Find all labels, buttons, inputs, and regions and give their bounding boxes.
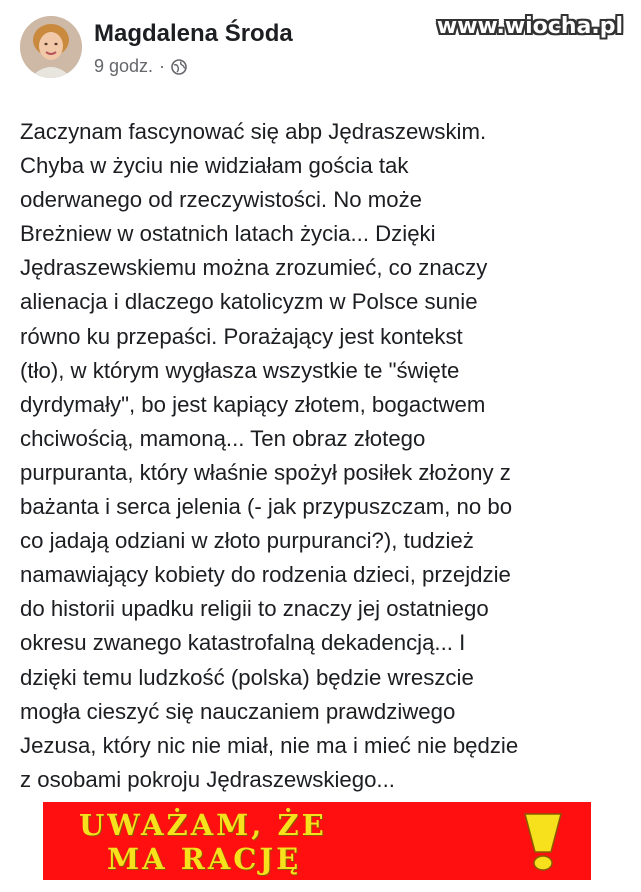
meta-separator: ·: [159, 56, 166, 76]
post-body-line: okresu zwanego katastrofalną dekadencją... I: [20, 630, 466, 656]
post-body-line: Jezusa, który nic nie miał, nie ma i mieć nie będzie: [20, 732, 519, 758]
banner-line-2: MA RACJĘ: [107, 842, 302, 876]
post-meta: [94, 56, 187, 77]
post-body-line: namawiający kobiety do rodzenia dzieci, przejdzie: [20, 562, 511, 588]
post-body-line: dzięki temu ludzkość (polska) będzie wreszcie: [20, 664, 474, 690]
post-body-line: bażanta i serca jelenia (- jak przypuszczam, no bo: [20, 494, 513, 520]
banner-line-1: UWAŻAM, ŻE: [79, 808, 327, 842]
post-body-line: Chyba w życiu nie widziałam gościa tak: [20, 153, 409, 179]
post-body-line: purpuranta, który właśnie spożył posiłek złożony z: [20, 459, 511, 485]
avatar[interactable]: [20, 16, 82, 78]
post-body-line: Breżniew w ostatnich latach życia... Dzięki: [20, 221, 436, 247]
post-body-line: Zaczynam fascynować się abp Jędraszewskim.: [20, 119, 487, 144]
post-body-line: do historii upadku religii to znaczy jej ostatniego: [20, 596, 489, 622]
post-body-line: dyrdymały", bo jest kapiący złotem, bogactwem: [20, 391, 486, 417]
banner: [43, 802, 591, 880]
post-body-line: mogła cieszyć się nauczaniem prawdziwego: [20, 698, 456, 724]
watermark: www.wiocha.pl: [436, 14, 623, 39]
post-body: [20, 115, 630, 797]
exclamation-icon: [521, 812, 565, 872]
profile-photo: [20, 16, 82, 78]
post-time[interactable]: 9 godz.: [94, 56, 154, 76]
post-body-line: chciwością, mamoną... Ten obraz złotego: [20, 425, 426, 451]
globe-icon: [171, 59, 187, 75]
post-body-line: Jędraszewskiemu można zrozumieć, co znaczy: [20, 255, 488, 281]
author-name[interactable]: Magdalena Środa: [94, 20, 293, 47]
post-body-line: z osobami pokroju Jędraszewskiego...: [20, 766, 395, 792]
post-body-line: równo ku przepaści. Porażający jest kontekst: [20, 323, 463, 349]
post-body-line: alienacja i dlaczego katolicyzm w Polsce sunie: [20, 289, 478, 315]
post-body-line: co jadają odziani w złoto purpuranci?), tudzież: [20, 528, 474, 554]
post-body-line: oderwanego od rzeczywistości. No może: [20, 187, 423, 213]
post-body-line: (tło), w którym wygłasza wszystkie te "święte: [20, 357, 460, 383]
